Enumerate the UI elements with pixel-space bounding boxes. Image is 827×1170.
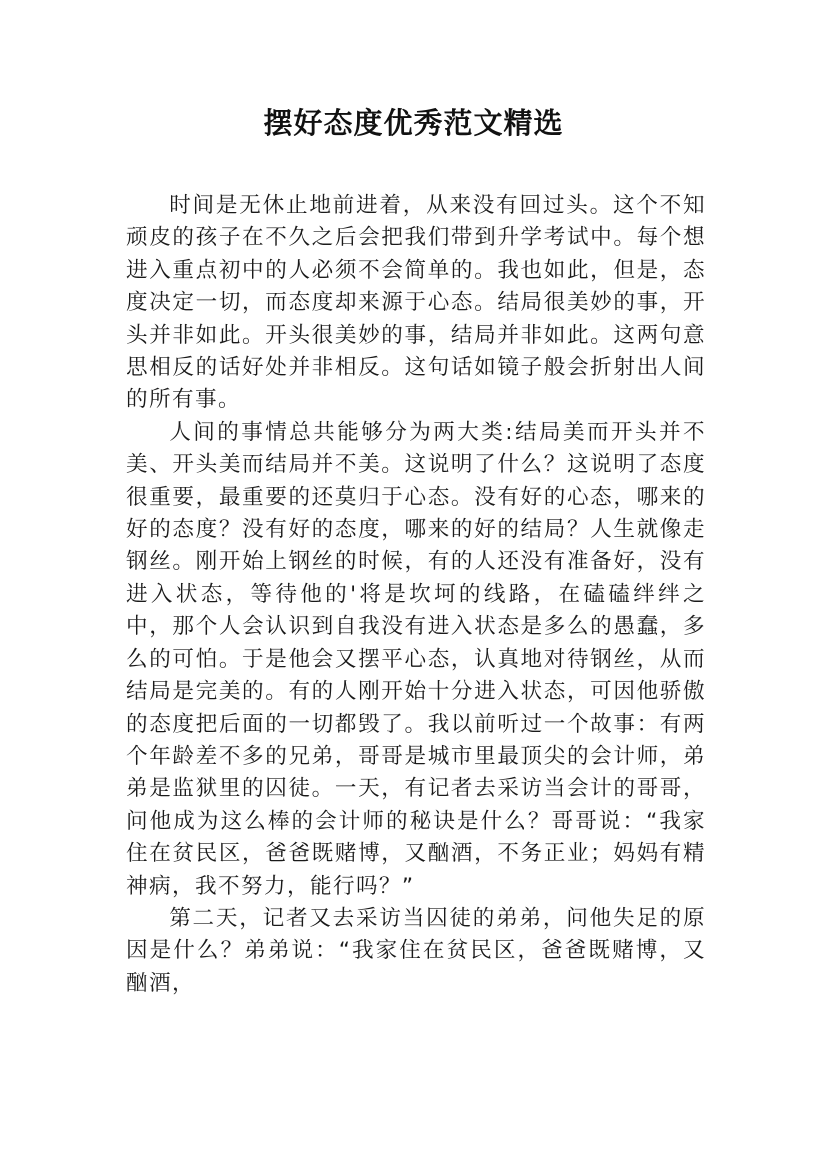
paragraph-3: 第二天，记者又去采访当囚徒的弟弟，问他失足的原因是什么？弟弟说：“我家住在贫民区，爸爸既赌博，又酗酒， [126, 905, 706, 996]
document-title: 摆好态度优秀范文精选 [263, 106, 564, 140]
paragraph-1: 时间是无休止地前进着，从来没有回过头。这个不知顽皮的孩子在不久之后会把我们带到升学考试中。每个想进入重点初中的人必须不会简单的。我也如此，但是，态度决定一切，而态度却来源于心态。结局很美妙的事，开头并非如此。开头很美妙的事，结局并非如此。这两句意思相反的话好处并非相反。这句话如镜子般会折射出人间的所有事。 [126, 193, 706, 413]
document-body [126, 190, 706, 1000]
paragraph-2: 人间的事情总共能够分为两大类:结局美而开头并不美、开头美而结局并不美。这说明了什么？这说明了态度很重要，最重要的还莫归于心态。没有好的心态，哪来的好的态度？没有好的态度，哪来的好的结局？人生就像走钢丝。刚开始上钢丝的时候，有的人还没有准备好，没有进入状态，等待他的'将是坎坷的线路，在磕磕绊绊之中，那个人会认识到自我没有进入状态是多么的愚蠢，多么的可怕。于是他会又摆平心态，认真地对待钢丝，从而结局是完美的。有的人刚开始十分进入状态，可因他骄傲的态度把后面的一切都毁了。我以前听过一个故事：有两个年龄差不多的兄弟，哥哥是城市里最顶尖的会计师，弟弟是监狱里的囚徒。一天，有记者去采访当会计的哥哥，问他成为这么棒的会计师的秘诀是什么？哥哥说：“我家住在贫民区，爸爸既赌博，又酗酒，不务正业；妈妈有精神病，我不努力，能行吗？” [126, 419, 706, 899]
